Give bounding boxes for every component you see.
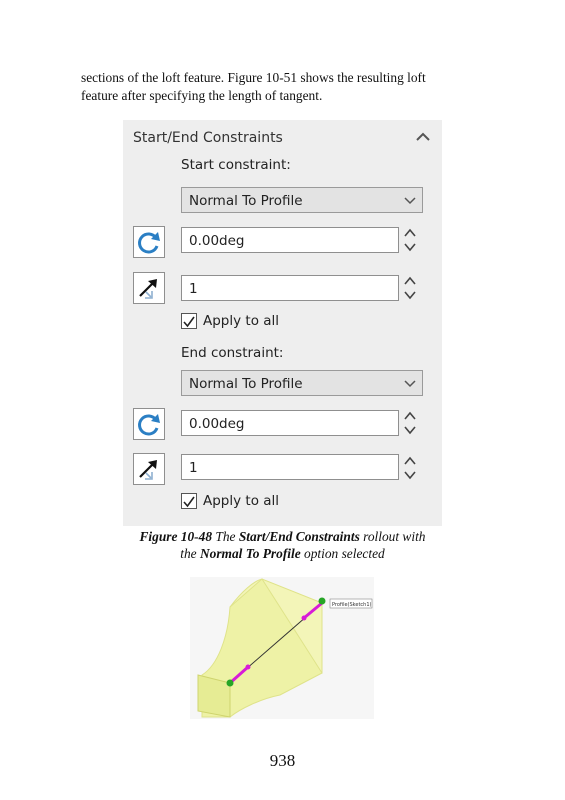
start-apply-to-all-checkbox[interactable] — [181, 313, 197, 329]
end-apply-to-all-label: Apply to all — [203, 493, 280, 509]
end-draft-angle-value: 0.00deg — [189, 416, 245, 432]
caption-line: Figure 10-48 The Start/End Constraints rollout with — [139, 529, 426, 544]
tangent-length-arrow-icon — [134, 273, 164, 303]
paragraph-line: sections of the loft feature. Figure 10-51 shows the resulting loft — [81, 70, 426, 85]
start-constraint-label: Start constraint: — [181, 157, 291, 173]
start-draft-angle-value: 0.00deg — [189, 233, 245, 249]
start-reverse-direction-button[interactable] — [133, 226, 165, 258]
callout-label: Profile(Sketch1) — [332, 602, 372, 608]
tangent-length-arrow-icon — [134, 454, 164, 484]
rollout-title: Start/End Constraints — [133, 130, 283, 146]
start-tangent-length-button[interactable] — [133, 272, 165, 304]
end-reverse-direction-button[interactable] — [133, 408, 165, 440]
loft-end-profile — [198, 675, 230, 717]
connector-handle — [246, 665, 251, 670]
end-tangent-length-value: 1 — [189, 460, 198, 476]
chevron-down-icon — [404, 378, 416, 388]
spinner-arrows-icon[interactable] — [403, 226, 417, 254]
loft-preview-figure — [190, 577, 374, 719]
checkmark-icon — [182, 495, 196, 509]
body-paragraph — [81, 69, 498, 104]
paragraph-line: feature after specifying the length of tangent. — [81, 87, 323, 103]
end-apply-to-all-checkbox[interactable] — [181, 493, 197, 509]
caption-line: the Normal To Profile option selected — [180, 546, 385, 561]
start-constraint-value: Normal To Profile — [189, 193, 303, 209]
chevron-up-icon[interactable] — [415, 129, 431, 145]
figure-number: Figure 10-48 — [139, 529, 213, 544]
start-end-constraints-rollout — [123, 120, 442, 526]
start-draft-angle-field[interactable] — [181, 227, 399, 253]
end-draft-angle-field[interactable] — [181, 410, 399, 436]
chevron-down-icon — [404, 195, 416, 205]
start-tangent-length-value: 1 — [189, 281, 198, 297]
spinner-arrows-icon[interactable] — [403, 454, 417, 482]
start-constraint-dropdown[interactable] — [181, 187, 423, 213]
spinner-arrows-icon[interactable] — [403, 409, 417, 437]
figure-caption — [100, 528, 465, 562]
start-point-marker — [227, 680, 234, 687]
connector-handle — [302, 616, 307, 621]
rotate-direction-icon — [134, 409, 164, 439]
end-tangent-length-button[interactable] — [133, 453, 165, 485]
end-constraint-value: Normal To Profile — [189, 376, 303, 392]
start-apply-to-all-label: Apply to all — [203, 313, 280, 329]
caption-bold: Start/End Constraints — [238, 529, 360, 544]
end-constraint-label: End constraint: — [181, 345, 284, 361]
rotate-direction-icon — [134, 227, 164, 257]
end-point-marker — [319, 598, 326, 605]
page-number: 938 — [269, 751, 296, 770]
start-tangent-length-field[interactable] — [181, 275, 399, 301]
caption-bold: Normal To Profile — [199, 546, 301, 561]
spinner-arrows-icon[interactable] — [403, 274, 417, 302]
end-constraint-dropdown[interactable] — [181, 370, 423, 396]
end-tangent-length-field[interactable] — [181, 454, 399, 480]
checkmark-icon — [182, 315, 196, 329]
